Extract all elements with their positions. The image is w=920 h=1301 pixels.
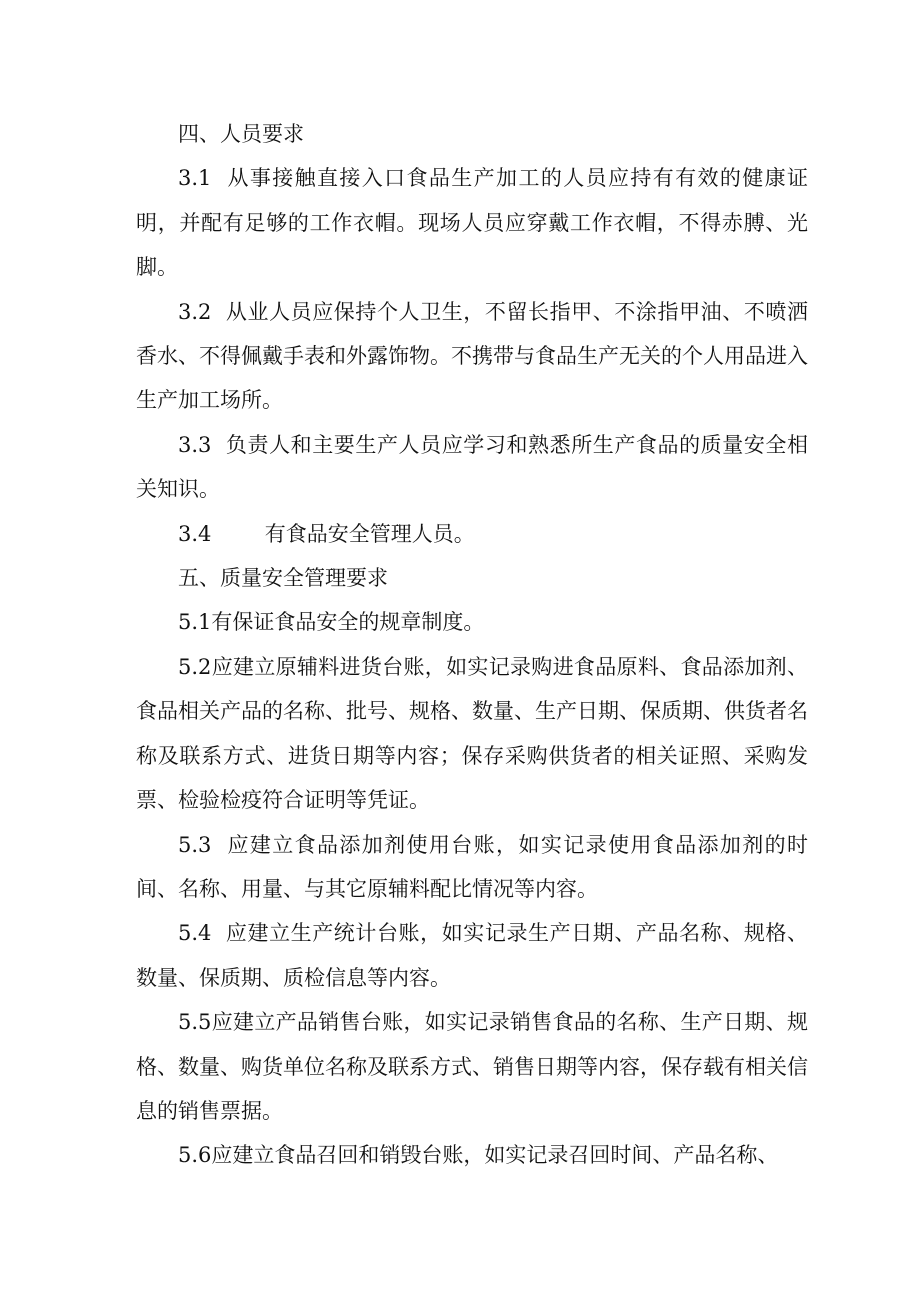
paragraph-5-1: 5.1有保证食品安全的规章制度。 (178, 610, 485, 635)
paragraph-5-5: 5.5应建立产品销售台账，如实记录销售食品的名称、生产日期、规格、数量、购货单位名称及联系方式、销售日期等内容，保存载有相关信息的销售票据。 (136, 1010, 808, 1123)
section-heading-personnel: 四、人员要求 (178, 122, 304, 146)
paragraph-5-3: 5.3 应建立食品添加剂使用台账，如实记录使用食品添加剂的时间、名称、用量、与其它原辅料配比情况等内容。 (136, 832, 808, 901)
document-page (136, 112, 808, 1178)
paragraph-5-2: 5.2应建立原辅料进货台账，如实记录购进食品原料、食品添加剂、食品相关产品的名称、批号、规格、数量、生产日期、保质期、供货者名称及联系方式、进货日期等内容；保存采购供货者的相关证照、采购发票、检验检疫符合证明等凭证。 (136, 654, 808, 813)
paragraph-5-4: 5.4 应建立生产统计台账，如实记录生产日期、产品名称、规格、数量、保质期、质检信息等内容。 (136, 921, 808, 990)
paragraph-3-1: 3.1 从事接触直接入口食品生产加工的人员应持有有效的健康证明，并配有足够的工作衣帽。现场人员应穿戴工作衣帽，不得赤膊、光脚。 (136, 166, 808, 280)
paragraph-5-6: 5.6应建立食品召回和销毁台账，如实记录召回时间、产品名称、 (178, 1143, 779, 1168)
paragraph-3-3: 3.3 负责人和主要生产人员应学习和熟悉所生产食品的质量安全相关知识。 (136, 432, 808, 502)
section-heading-quality-safety: 五、质量安全管理要求 (178, 566, 388, 591)
paragraph-3-2: 3.2 从业人员应保持个人卫生，不留长指甲、不涂指甲油、不喷洒香水、不得佩戴手表和外露饰物。不携带与食品生产无关的个人用品进入生产加工场所。 (136, 299, 808, 413)
paragraph-3-4: 3.4 有食品安全管理人员。 (178, 521, 475, 546)
